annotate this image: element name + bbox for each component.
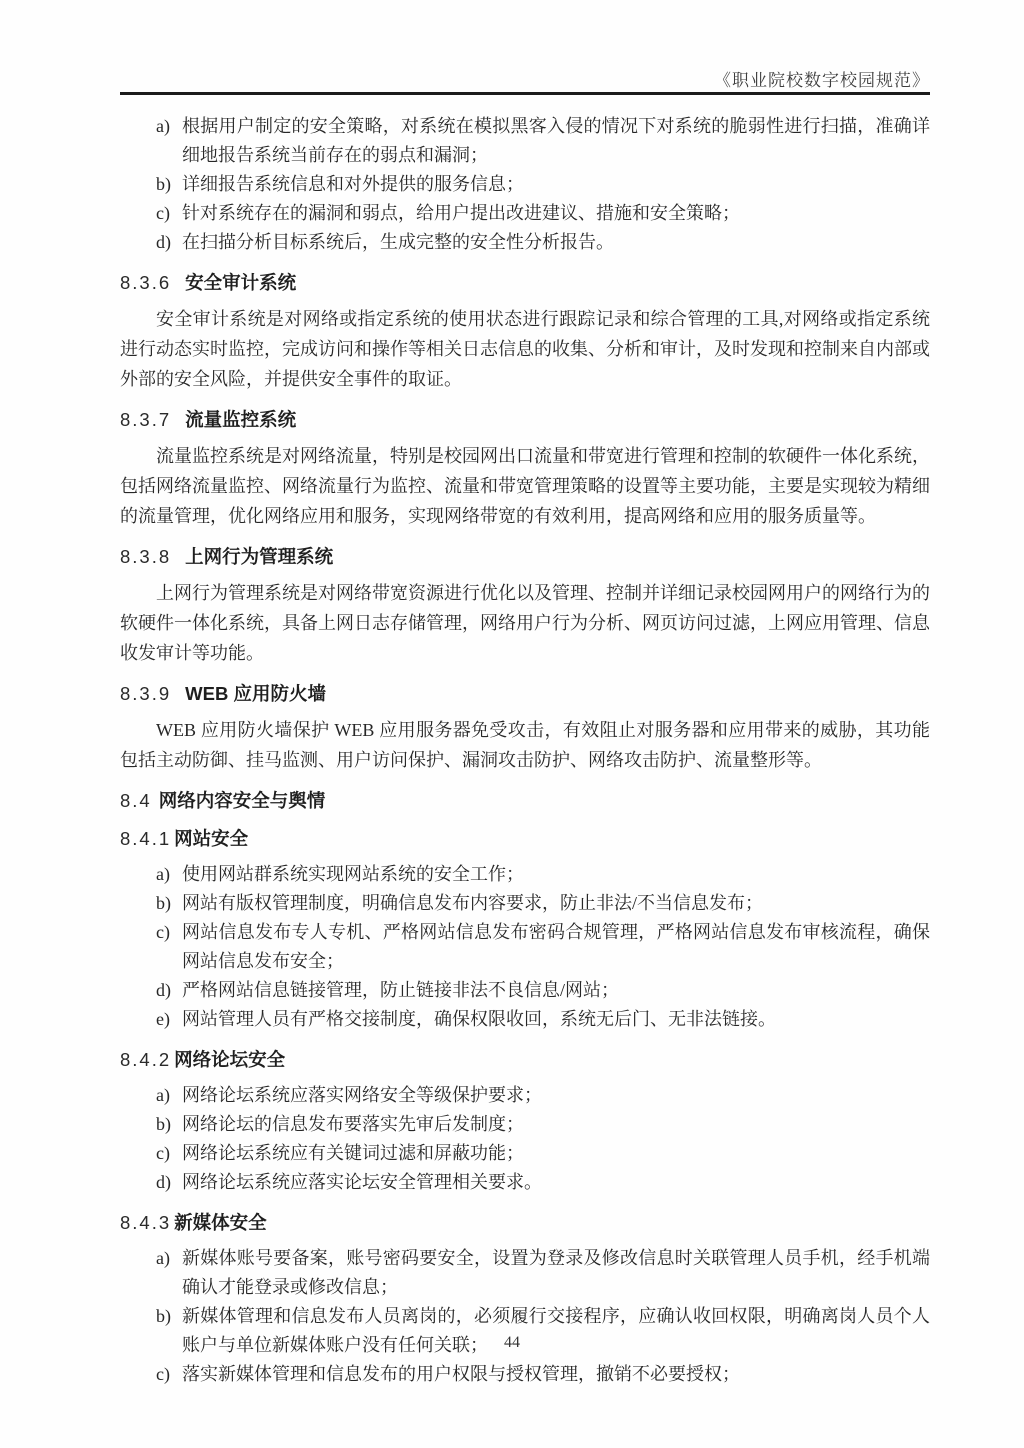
list-item-text: 严格网站信息链接管理，防止链接非法不良信息/网站； (182, 980, 619, 1000)
section-title: 安全审计系统 (185, 272, 297, 293)
list-item-label: b) (156, 1114, 171, 1134)
list-item (120, 170, 930, 199)
list-item-text: 网站管理人员有严格交接制度，确保权限收回，系统无后门、无非法链接。 (182, 1009, 776, 1029)
list-item-text: 在扫描分析目标系统后，生成完整的安全性分析报告。 (182, 232, 614, 252)
list-item (120, 976, 930, 1005)
list-item-label: a) (156, 1085, 170, 1105)
section-heading-8-3-9 (120, 682, 930, 706)
section-title: 流量监控系统 (185, 409, 297, 430)
list-item (120, 1081, 930, 1110)
section-paragraph-8-3-6: 安全审计系统是对网络或指定系统的使用状态进行跟踪记录和综合管理的工具,对网络或指定系统进行动态实时监控，完成访问和操作等相关日志信息的收集、分析和审计，及时发现和控制来自内部或外部的安全风险，并提供安全事件的取证。 (120, 309, 930, 389)
section-heading-8-4-1 (120, 827, 930, 851)
list-item-text: 新媒体账号要备案，账号密码要安全，设置为登录及修改信息时关联管理人员手机，经手机端确认才能登录或修改信息； (182, 1248, 930, 1297)
page-number: 44 (504, 1334, 520, 1351)
section-number: 8.3.8 (120, 546, 172, 567)
list-item-label: e) (156, 1009, 170, 1029)
list-item (120, 1168, 930, 1197)
section-title: 网络内容安全与舆情 (158, 790, 326, 811)
list-item (120, 860, 930, 889)
list-forum-security (120, 1081, 930, 1197)
list-item-label: c) (156, 203, 170, 223)
list-item-text: 详细报告系统信息和对外提供的服务信息； (182, 174, 524, 194)
list-item-label: a) (156, 116, 170, 136)
list-website-security (120, 860, 930, 1034)
list-item (120, 918, 930, 976)
section-number: 8.4.2 (120, 1049, 172, 1070)
list-item-label: b) (156, 893, 171, 913)
list-item-text: 网站信息发布专人专机、严格网站信息发布密码合规管理，严格网站信息发布审核流程，确保网站信息发布安全； (182, 922, 930, 971)
list-item-label: b) (156, 174, 171, 194)
section-number: 8.4 (120, 790, 152, 811)
list-item-label: a) (156, 1248, 170, 1268)
list-item-label: a) (156, 864, 170, 884)
section-number: 8.4.1 (120, 828, 172, 849)
running-header-title: 《职业院校数字校园规范》 (714, 71, 930, 90)
section-title: 新媒体安全 (174, 1212, 267, 1233)
list-item-label: c) (156, 1143, 170, 1163)
list-vulnerability-scan (120, 112, 930, 257)
section-heading-8-4-3 (120, 1211, 930, 1235)
list-item-text: 落实新媒体管理和信息发布的用户权限与授权管理，撤销不必要授权； (182, 1364, 740, 1384)
section-number: 8.4.3 (120, 1212, 172, 1233)
section-heading-8-3-7 (120, 408, 930, 432)
list-item-label: d) (156, 1172, 171, 1192)
list-item (120, 1360, 930, 1389)
list-item-text: 新媒体管理和信息发布人员离岗的，必须履行交接程序，应确认收回权限，明确离岗人员个人账户与单位新媒体账户没有任何关联； (182, 1306, 930, 1355)
section-heading-8-4 (120, 789, 930, 813)
section-paragraph-8-3-8: 上网行为管理系统是对网络带宽资源进行优化以及管理、控制并详细记录校园网用户的网络行为的软硬件一体化系统，具备上网日志存储管理，网络用户行为分析、网页访问过滤，上网应用管理、信息收发审计等功能。 (120, 583, 930, 663)
section-title: WEB 应用防火墙 (185, 683, 326, 704)
list-item (120, 1139, 930, 1168)
section-heading-8-3-6 (120, 271, 930, 295)
list-item-text: 网络论坛的信息发布要落实先审后发制度； (182, 1114, 524, 1134)
list-item (120, 1005, 930, 1034)
section-heading-8-3-8 (120, 545, 930, 569)
list-item-text: 使用网站群系统实现网站系统的安全工作； (182, 864, 524, 884)
section-paragraph-8-3-9: WEB 应用防火墙保护 WEB 应用服务器免受攻击，有效阻止对服务器和应用带来的威胁，其功能包括主动防御、挂马监测、用户访问保护、漏洞攻击防护、网络攻击防护、流量整形等。 (120, 720, 930, 770)
page-body (120, 112, 930, 1389)
section-heading-8-4-2 (120, 1048, 930, 1072)
section-number: 8.3.9 (120, 683, 172, 704)
list-item (120, 1244, 930, 1302)
section-paragraph-8-3-7: 流量监控系统是对网络流量，特别是校园网出口流量和带宽进行管理和控制的软硬件一体化系统，包括网络流量监控、网络流量行为监控、流量和带宽管理策略的设置等主要功能，主要是实现较为精细的流量管理，优化网络应用和服务，实现网络带宽的有效利用，提高网络和应用的服务质量等。 (120, 446, 930, 526)
section-title: 网络论坛安全 (174, 1049, 286, 1070)
list-item-text: 网站有版权管理制度，明确信息发布内容要求，防止非法/不当信息发布； (182, 893, 763, 913)
running-header (120, 66, 930, 91)
list-item-label: c) (156, 1364, 170, 1384)
list-item-label: d) (156, 232, 171, 252)
header-rule (120, 92, 930, 95)
list-item-text: 网络论坛系统应落实网络安全等级保护要求； (182, 1085, 542, 1105)
page-footer (0, 1334, 1024, 1352)
section-number: 8.3.6 (120, 272, 172, 293)
list-item (120, 1110, 930, 1139)
list-item-text: 根据用户制定的安全策略，对系统在模拟黑客入侵的情况下对系统的脆弱性进行扫描，准确详细地报告系统当前存在的弱点和漏洞； (182, 116, 930, 165)
list-item (120, 199, 930, 228)
list-item (120, 228, 930, 257)
list-item-label: d) (156, 980, 171, 1000)
list-item-text: 针对系统存在的漏洞和弱点，给用户提出改进建议、措施和安全策略； (182, 203, 740, 223)
section-number: 8.3.7 (120, 409, 172, 430)
list-new-media-security (120, 1244, 930, 1389)
list-item-text: 网络论坛系统应有关键词过滤和屏蔽功能； (182, 1143, 524, 1163)
section-title: 上网行为管理系统 (185, 546, 334, 567)
list-item-label: b) (156, 1306, 171, 1326)
list-item (120, 112, 930, 170)
list-item (120, 889, 930, 918)
list-item-text: 网络论坛系统应落实论坛安全管理相关要求。 (182, 1172, 542, 1192)
list-item-label: c) (156, 922, 170, 942)
section-title: 网站安全 (174, 828, 249, 849)
